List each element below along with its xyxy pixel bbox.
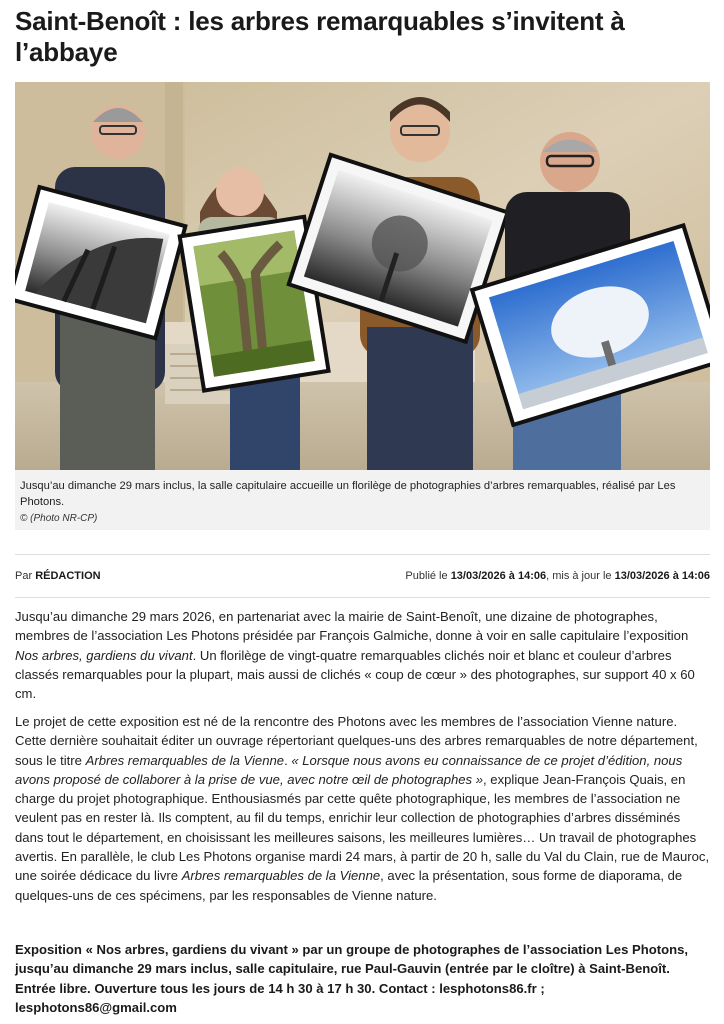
p1-exhibition-title: Nos arbres, gardiens du vivant [15,647,193,663]
p1-text-c: . Un florilège de vingt-quatre remarquables clichés noir et blanc et couleur d’arbres classés remarquables pour la plupart, mais aussi de clichés « coup de cœur » des photographes, sur support 40 x 60 cm. [15,647,695,702]
published-date: 13/03/2026 à 14:06 [450,570,547,582]
photo-illustration [15,82,710,470]
paragraph-2 [15,712,710,905]
photo-caption: Jusqu’au dimanche 29 mars inclus, la salle capitulaire accueille un florilège de photographies d’arbres remarquables, réalisé par Les Photons. [20,480,676,508]
publish-dates [405,570,710,582]
photo-credit: © (Photo NR-CP) [20,513,98,524]
updated-prefix: , mis à jour le [546,570,615,582]
paragraph-1 [15,607,710,703]
byline-prefix: Par [15,570,36,582]
p1-text-a: Jusqu’au dimanche 29 mars 2026, en partenariat avec la mairie de Saint-Benoît, une dizaine de photographes, membres de l’association Les Photons présidée par François Galmiche, donne à voir en salle capitulaire l’exposition [15,609,689,644]
p3-text: Exposition « Nos arbres, gardiens du vivant » par un groupe de photographes de l’association Les Photons, jusqu’au dimanche 29 mars inclus, salle capitulaire, rue Paul-Gauvin (entrée par le cloître) à Saint-Benoît. Entrée libre. Ouverture tous les jours de 14 h 30 à 17 h 30. Contact : lesphotons86.fr ; lesphotons86@gmail.com [15,942,688,1015]
published-prefix: Publié le [405,570,451,582]
divider-top [15,554,710,555]
p2-quote: « Lorsque nous avons eu connaissance de ce projet d’édition, nous avons proposé de collaborer à la prise de vue, avec notre œil de photographes » [15,752,683,787]
updated-date: 13/03/2026 à 14:06 [614,570,710,582]
article-photo [15,82,710,470]
p2-book-title-2: Arbres remarquables de la Vienne [181,868,381,884]
p2-text-g: , avec la présentation, sous forme de diaporama, de quelques-uns de ces spécimens, par les responsables de Vienne nature. [15,868,683,903]
divider-bottom [15,597,710,598]
p2-text-c: . [284,752,292,768]
author-name[interactable]: RÉDACTION [35,570,101,582]
article-title: Saint-Benoît : les arbres remarquables s’invitent à l’abbaye [15,6,625,67]
paragraph-3-info [15,940,710,1017]
p2-book-title: Arbres remarquables de la Vienne [85,752,285,768]
byline [15,570,101,582]
p2-text-e: , explique Jean-François Quais, en charge du projet photographique. Enthousiasmés par cette quête photographique, les membres de l’association ne veulent pas en rester là. Ils comptent, au fil du temps, enrichir leur collection de photographies d’arbres disséminés dans tout le département, en choisissant les meilleures saisons, les meilleures lumières… Un travail de photographes avertis. En parallèle, le club Les Photons organise mardi 24 mars, à partir de 20 h, salle du Val du Clain, rue de Mauroc, une soirée dédicace du livre [15,771,710,884]
p2-text-a: Le projet de cette exposition est né de la rencontre des Photons avec les membres de l’association Vienne nature. Cette dernière souhaitait éditer un ouvrage répertoriant quelques-uns des arbres remarquables de notre département, sous le titre [15,714,698,768]
article-figure [15,82,710,530]
